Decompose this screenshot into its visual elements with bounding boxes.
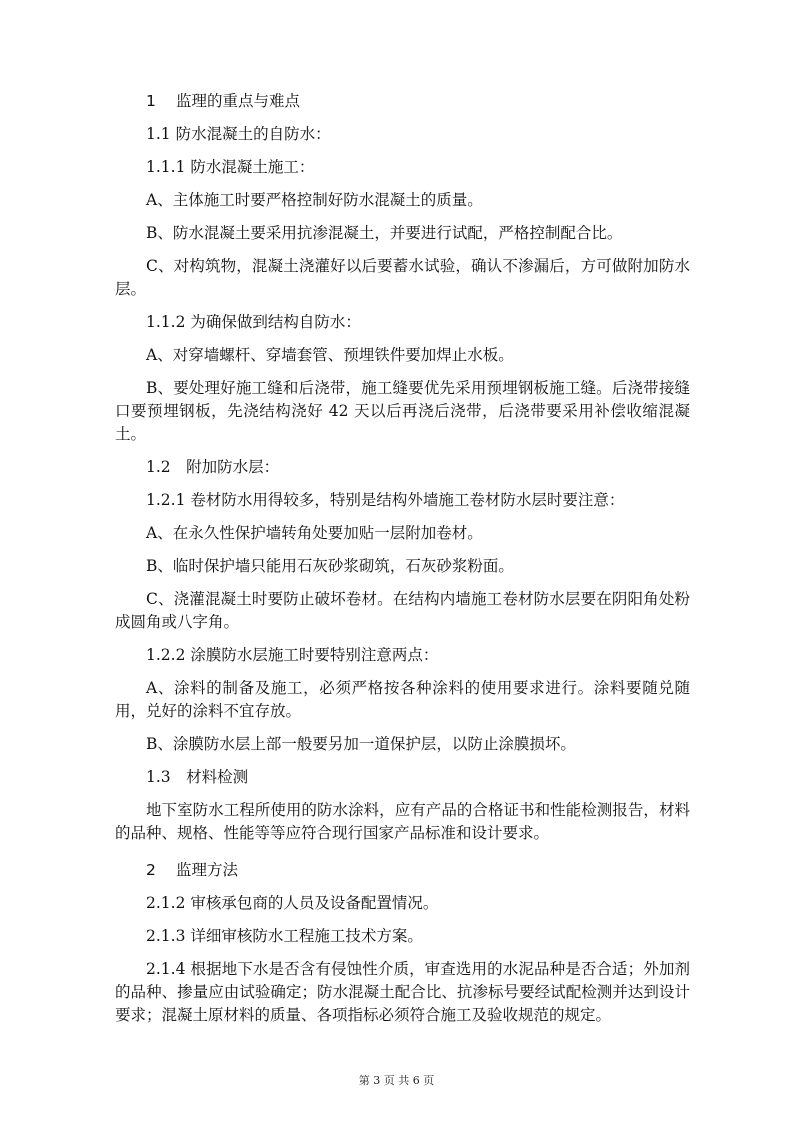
paragraph-1-1-2-a: A、对穿墙螺杆、穿墙套管、预埋铁件要加焊止水板。 xyxy=(146,346,514,364)
subsection-1-1-1: 1.1.1 防水混凝土施工： xyxy=(146,158,315,176)
subsection-1-2-1: 1.2.1 卷材防水用得较多，特别是结构外墙施工卷材防水层时要注意： xyxy=(146,491,625,509)
paragraph-1-2-2-a: A、涂料的制备及施工，必须严格按各种涂料的使用要求进行。涂料要随兑随用，兑好的涂料不宜存放。 xyxy=(115,679,690,720)
subsection-2-1-3: 2.1.3 详细审核防水工程施工技术方案。 xyxy=(146,927,423,945)
section-1-number: 1 xyxy=(146,92,156,110)
section-1-title: 监理的重点与难点 xyxy=(176,92,301,110)
paragraph-1-1-1-a: A、主体施工时要严格控制好防水混凝土的质量。 xyxy=(146,191,483,209)
paragraph-1-1-1-c: C、对构筑物，混凝土浇灌好以后要蓄水试验，确认不渗漏后，方可做附加防水层。 xyxy=(115,257,690,298)
paragraph-1-2-1-a: A、在永久性保护墙转角处要加贴一层附加卷材。 xyxy=(146,524,483,542)
paragraph-1-2-1-c: C、浇灌混凝土时要防止破坏卷材。在结构内墙施工卷材防水层要在阴阳角处粉成圆角或八字角。 xyxy=(115,590,690,631)
section-2-heading xyxy=(115,859,690,882)
paragraph-1-2-1-b: B、临时保护墙只能用石灰砂浆砌筑，石灰砂浆粉面。 xyxy=(146,557,514,575)
paragraph-1-3-body: 地下室防水工程所使用的防水涂料，应有产品的合格证书和性能检测报告，材料的品种、规格、性能等等应符合现行国家产品标准和设计要求。 xyxy=(115,801,690,842)
paragraph-1-1-1-b: B、防水混凝土要采用抗渗混凝土，并要进行试配，严格控制配合比。 xyxy=(146,224,623,242)
subsection-1-1-2: 1.1.2 为确保做到结构自防水： xyxy=(146,313,361,331)
subsection-1-2-2: 1.2.2 涂膜防水层施工时要特别注意两点： xyxy=(146,646,439,664)
subsection-1-3: 1.3 材料检测 xyxy=(146,768,249,786)
subsection-2-1-2: 2.1.2 审核承包商的人员及设备配置情况。 xyxy=(146,894,439,912)
subsection-1-1: 1.1 防水混凝土的自防水： xyxy=(146,125,331,143)
document-body xyxy=(115,90,690,1037)
paragraph-1-1-2-b: B、要处理好施工缝和后浇带，施工缝要优先采用预埋钢板施工缝。后浇带接缝口要预埋钢板，先浇结构浇好 42 天以后再浇后浇带，后浇带要采用补偿收缩混凝土。 xyxy=(115,379,690,443)
paragraph-1-2-2-b: B、涂膜防水层上部一般要另加一道保护层，以防止涂膜损坏。 xyxy=(146,735,576,753)
section-1-heading xyxy=(115,90,690,113)
page-footer: 第 3 页 共 6 页 xyxy=(358,1074,435,1087)
subsection-1-2: 1.2 附加防水层： xyxy=(146,458,280,476)
section-2-number: 2 xyxy=(146,861,156,879)
subsection-2-1-4: 2.1.4 根据地下水是否含有侵蚀性介质，审查选用的水泥品种是否合适；外加剂的品种、掺量应由试验确定；防水混凝土配合比、抗渗标号要经试配检测并达到设计要求；混凝土原材料的质量、各项指标必须符合施工及验收规范的规定。 xyxy=(115,960,690,1024)
section-2-title: 监理方法 xyxy=(176,861,239,879)
